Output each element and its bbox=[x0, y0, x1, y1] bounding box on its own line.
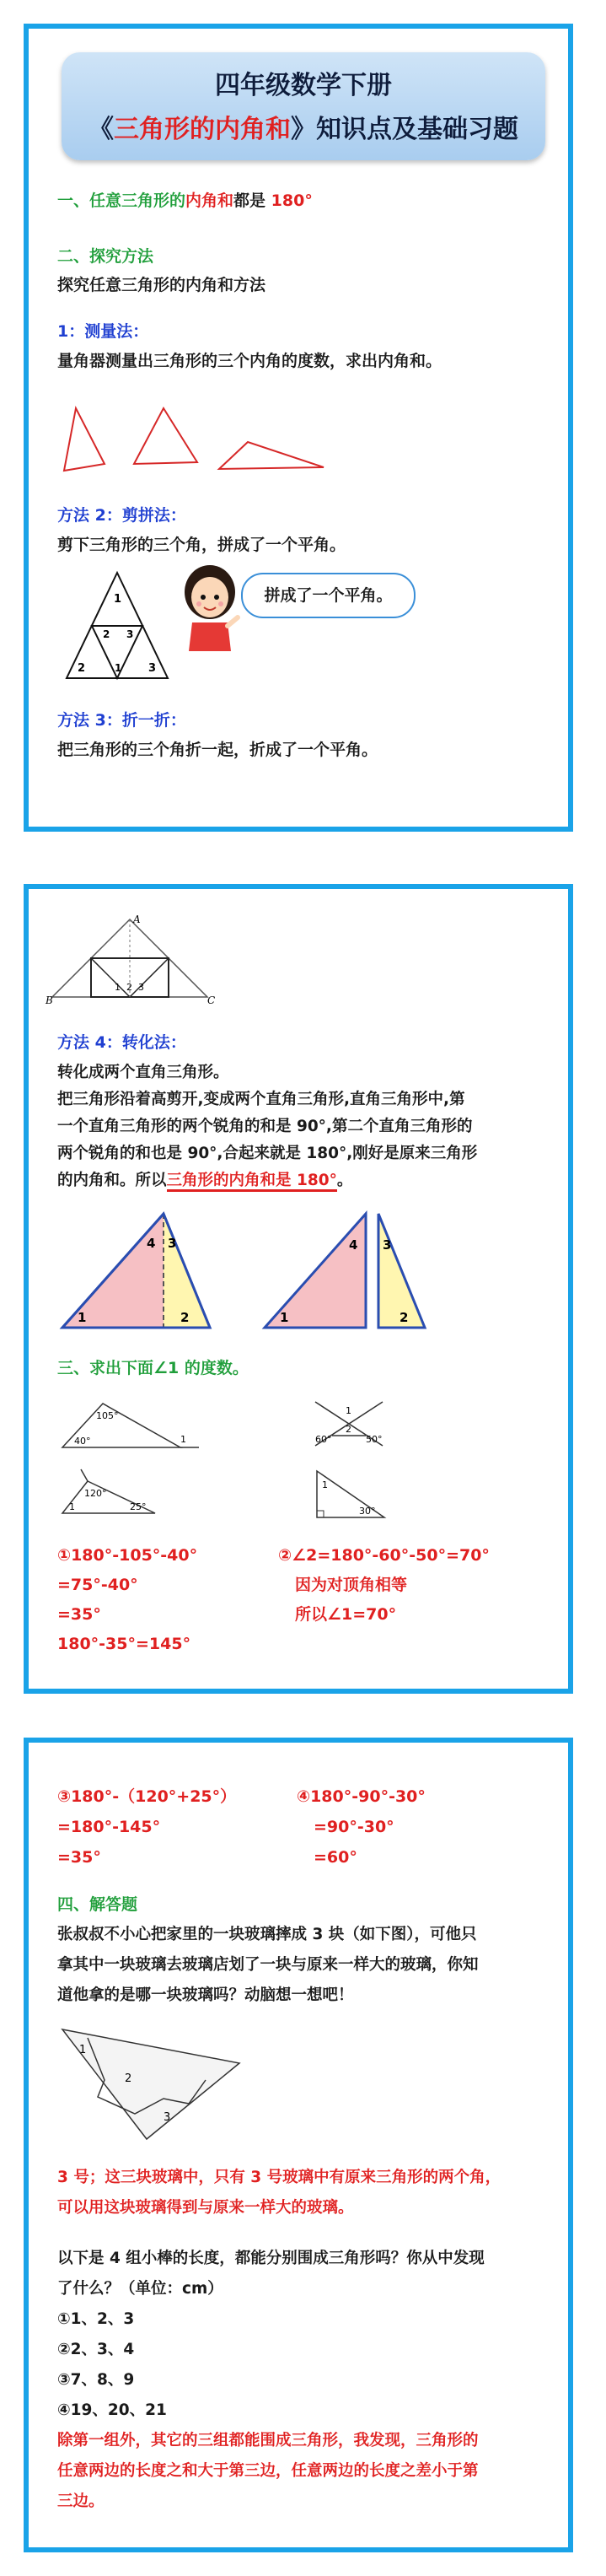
title-banner bbox=[62, 52, 545, 160]
fold-label-b: B bbox=[46, 994, 53, 1006]
answer4-line2: =90°-30° bbox=[314, 1818, 394, 1836]
method1-heading: 1：测量法： bbox=[57, 322, 149, 341]
fig-num-1: 1 bbox=[114, 593, 122, 606]
problem1-line1: 张叔叔不小心把家里的一块玻璃摔成 3 块（如下图），可他只 bbox=[57, 1926, 477, 1943]
title-topic bbox=[62, 108, 545, 145]
answer-glass-line2: 可以用这块玻璃得到与原来一样大的玻璃。 bbox=[57, 2199, 354, 2217]
glass-piece-2: 2 bbox=[125, 2072, 132, 2085]
answer3-line2: =180°-145° bbox=[57, 1818, 161, 1836]
q1-angle-1: 1 bbox=[180, 1434, 186, 1445]
answer2-line3: 所以∠1=70° bbox=[295, 1605, 397, 1624]
split-right-1: 1 bbox=[280, 1310, 289, 1325]
answer-glass-line1: 3 号；这三块玻璃中，只有 3 号玻璃中有原来三角形的两个角， bbox=[57, 2169, 501, 2186]
fig-num-6: 3 bbox=[126, 628, 134, 640]
fold-num-2: 2 bbox=[126, 982, 132, 993]
q1-angle-40: 40° bbox=[74, 1436, 91, 1447]
stick-group-4: ④19、20、21 bbox=[57, 2401, 167, 2419]
method4-heading: 方法 4：转化法： bbox=[57, 1033, 186, 1052]
triangle-equilateral bbox=[134, 408, 197, 464]
section1-label: 一、任意三角形的 bbox=[57, 191, 186, 210]
split-left-3: 3 bbox=[168, 1236, 177, 1251]
fig-num-2: 2 bbox=[78, 662, 86, 675]
method3-desc: 把三角形的三个角折一起，折成了一个平角。 bbox=[57, 741, 378, 759]
split-right-4: 4 bbox=[349, 1237, 358, 1253]
problem1-line2: 拿其中一块玻璃去玻璃店划了一块与原来一样大的玻璃，你知 bbox=[57, 1956, 479, 1974]
problem1-line3: 道他拿的是哪一块玻璃吗？动脑想一想吧！ bbox=[57, 1986, 354, 2004]
title-highlight: 三角形的内角和 bbox=[114, 115, 291, 144]
fold-num-3: 3 bbox=[138, 982, 144, 993]
speech-bubble: 拼成了一个平角。 bbox=[241, 573, 416, 618]
method4-conclusion: 三角形的内角和是 180° bbox=[167, 1172, 337, 1192]
answer1-line3: =35° bbox=[57, 1605, 101, 1624]
method4-line5-b: 。 bbox=[336, 1172, 353, 1189]
cut-triangle-figure bbox=[62, 569, 172, 695]
glass-piece-1: 1 bbox=[79, 2044, 87, 2056]
method1-desc: 量角器测量出三角形的三个内角的度数，求出内角和。 bbox=[57, 352, 442, 370]
method4-line5 bbox=[57, 1167, 352, 1194]
split-right-2: 2 bbox=[400, 1310, 409, 1325]
fig-num-4: 2 bbox=[103, 628, 110, 640]
fold-num-1: 1 bbox=[115, 982, 121, 993]
glass-piece-3: 3 bbox=[164, 2111, 171, 2124]
q2-angle-1: 1 bbox=[346, 1405, 351, 1416]
stick-group-2: ②2、3、4 bbox=[57, 2341, 135, 2358]
stick-group-1: ①1、2、3 bbox=[57, 2310, 135, 2328]
q2-angle-2: 2 bbox=[346, 1424, 351, 1435]
q2-angle-50: 50° bbox=[366, 1434, 383, 1445]
answer1-line4: 180°-35°=145° bbox=[57, 1635, 191, 1653]
answer4-line1: ④180°-90°-30° bbox=[297, 1787, 426, 1806]
problem2-line1: 以下是 4 组小棒的长度，都能分别围成三角形吗？你从中发现 bbox=[57, 2250, 485, 2267]
answer1-line2: =75°-40° bbox=[57, 1576, 138, 1594]
split-triangles-figure bbox=[54, 1205, 560, 1340]
fold-label-a: A bbox=[133, 913, 141, 925]
answer3-line3: =35° bbox=[57, 1848, 101, 1867]
method2-heading: 方法 2：剪拼法： bbox=[57, 506, 186, 525]
section4-heading: 四、解答题 bbox=[57, 1895, 138, 1914]
method4-line2: 把三角形沿着高剪开,变成两个直角三角形,直角三角形中,第 bbox=[57, 1091, 465, 1108]
measure-triangles-figure bbox=[54, 391, 357, 484]
q2-angle-60: 60° bbox=[315, 1434, 332, 1445]
method4-line5-a: 的内角和。所以 bbox=[57, 1172, 167, 1189]
answer-sticks-line2: 任意两边的长度之和大于第三边，任意两边的长度之差小于第 bbox=[57, 2462, 479, 2480]
answer-sticks-line1: 除第一组外，其它的三组都能围成三角形，我发现，三角形的 bbox=[57, 2432, 479, 2449]
answer1-line1: ①180°-105°-40° bbox=[57, 1546, 198, 1565]
card-knowledge bbox=[24, 24, 573, 832]
method4-line1: 转化成两个直角三角形。 bbox=[57, 1064, 229, 1081]
section1-value: 180° bbox=[271, 191, 313, 210]
broken-glass-figure bbox=[54, 2021, 256, 2148]
answer2-line2: 因为对顶角相等 bbox=[295, 1576, 408, 1594]
method4-line4: 两个锐角的和也是 90°,合起来就是 180°,刚好是原来三角形 bbox=[57, 1145, 478, 1162]
triangle-flat bbox=[219, 442, 324, 469]
card-methods bbox=[24, 884, 573, 1694]
q3-angle-120: 120° bbox=[84, 1488, 107, 1499]
fold-triangle-figure bbox=[46, 913, 214, 1005]
fig-num-3: 3 bbox=[148, 662, 157, 675]
fig-num-5: 1 bbox=[115, 662, 122, 674]
answer2-line1: ②∠2=180°-60°-50°=70° bbox=[278, 1546, 490, 1565]
title-grade: 四年级数学下册 bbox=[215, 71, 392, 100]
answer4-line3: =60° bbox=[314, 1848, 357, 1867]
section3-heading: 三、求出下面∠1 的度数。 bbox=[57, 1359, 249, 1377]
answer-sticks-line3: 三边。 bbox=[57, 2492, 105, 2510]
glass-outline bbox=[62, 2029, 239, 2139]
q1-angle-105: 105° bbox=[96, 1410, 119, 1421]
q4-angle-30: 30° bbox=[359, 1506, 376, 1517]
q3-angle-25: 25° bbox=[130, 1501, 147, 1512]
split-left-4: 4 bbox=[147, 1236, 156, 1251]
triangle-tall bbox=[64, 408, 105, 471]
section2-heading: 二、探究方法 bbox=[57, 247, 154, 266]
method3-heading: 方法 3：折一折： bbox=[57, 711, 186, 730]
title-suffix: 》知识点及基础习题 bbox=[291, 115, 518, 144]
title-prefix: 《 bbox=[88, 115, 114, 144]
girl-cartoon bbox=[180, 560, 239, 653]
split-left-1: 1 bbox=[78, 1310, 87, 1325]
split-left-2: 2 bbox=[180, 1310, 190, 1325]
split-right-3: 3 bbox=[383, 1237, 392, 1253]
section1-mid: 都是 bbox=[233, 191, 271, 210]
card-exercises bbox=[24, 1738, 573, 2552]
answer3-line1: ③180°-（120°+25°） bbox=[57, 1787, 237, 1806]
q4-angle-1: 1 bbox=[322, 1479, 328, 1490]
section2-desc: 探究任意三角形的内角和方法 bbox=[57, 276, 266, 294]
problem2-line2: 了什么？（单位：cm） bbox=[57, 2280, 223, 2298]
q3-angle-1: 1 bbox=[69, 1501, 75, 1512]
angle-questions-figure bbox=[54, 1395, 560, 1564]
section1-line bbox=[57, 191, 313, 212]
method2-desc: 剪下三角形的三个角，拼成了一个平角。 bbox=[57, 536, 346, 554]
section1-red: 内角和 bbox=[185, 191, 234, 210]
method4-line3: 一个直角三角形的两个锐角的和是 90°,第二个直角三角形的 bbox=[57, 1118, 473, 1135]
stick-group-3: ③7、8、9 bbox=[57, 2371, 135, 2389]
fold-label-c: C bbox=[207, 994, 216, 1006]
